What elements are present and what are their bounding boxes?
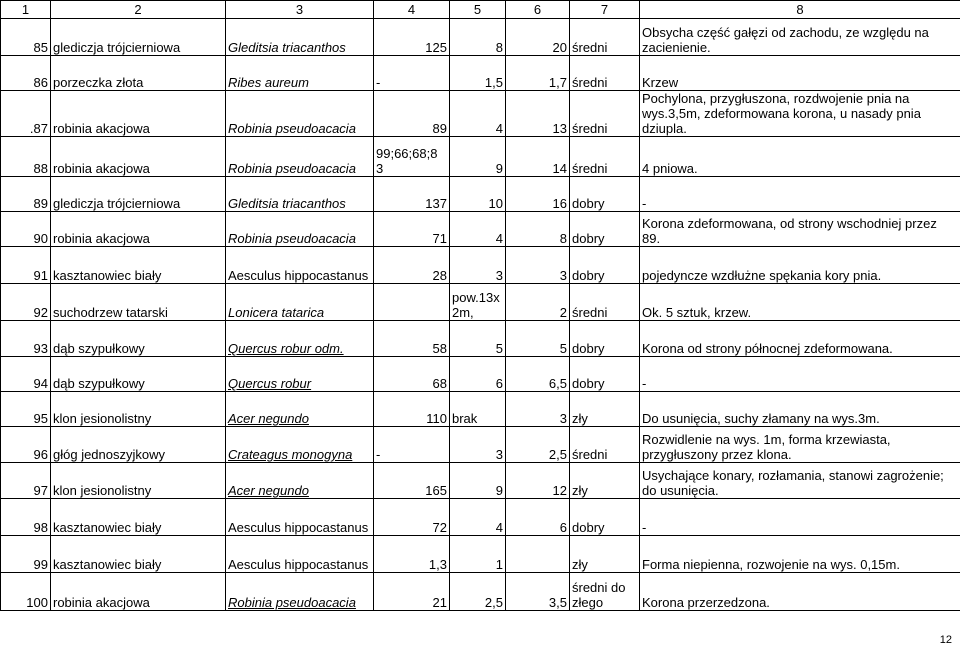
table-row [1, 56, 960, 91]
cell-number: 91 [1, 247, 51, 284]
cell-col4: 28 [374, 247, 450, 284]
cell-number: 96 [1, 427, 51, 463]
cell-condition: zły [570, 392, 640, 427]
cell-latin-name: Robinia pseudoacacia [226, 573, 374, 611]
cell-latin-name: Crateagus monogyna [226, 427, 374, 463]
cell-number: 92 [1, 284, 51, 321]
cell-latin-name: Robinia pseudoacacia [226, 91, 374, 137]
cell-condition: zły [570, 536, 640, 573]
cell-common-name: suchodrzew tatarski [51, 284, 226, 321]
cell-notes: Korona przerzedzona. [640, 573, 960, 611]
cell-latin-name: Gleditsia triacanthos [226, 177, 374, 212]
cell-col4: 165 [374, 463, 450, 499]
cell-notes: - [640, 357, 960, 392]
cell-col5: 4 [450, 91, 506, 137]
cell-notes: Rozwidlenie na wys. 1m, forma krzewiasta, przygłuszony przez klona. [640, 427, 960, 463]
cell-number: 85 [1, 19, 51, 56]
cell-notes: Do usunięcia, suchy złamany na wys.3m. [640, 392, 960, 427]
cell-common-name: robinia akacjowa [51, 91, 226, 137]
cell-latin-name: Ribes aureum [226, 56, 374, 91]
cell-col4: - [374, 427, 450, 463]
table-row [1, 392, 960, 427]
cell-number: 95 [1, 392, 51, 427]
cell-condition: dobry [570, 212, 640, 247]
cell-number: 100 [1, 573, 51, 611]
cell-col4: 110 [374, 392, 450, 427]
table-row [1, 177, 960, 212]
header-cell: 1 [1, 1, 51, 19]
cell-latin-name: Quercus robur odm. [226, 321, 374, 357]
cell-common-name: dąb szypułkowy [51, 321, 226, 357]
cell-number: 99 [1, 536, 51, 573]
cell-condition: zły [570, 463, 640, 499]
cell-notes: Korona od strony północnej zdeformowana. [640, 321, 960, 357]
cell-col6: 20 [506, 19, 570, 56]
header-cell: 2 [51, 1, 226, 19]
cell-number: 89 [1, 177, 51, 212]
cell-notes: - [640, 499, 960, 536]
cell-notes: pojedyncze wzdłużne spękania kory pnia. [640, 247, 960, 284]
cell-condition: średni [570, 284, 640, 321]
cell-common-name: kasztanowiec biały [51, 536, 226, 573]
cell-col6: 6 [506, 499, 570, 536]
cell-notes: Ok. 5 sztuk, krzew. [640, 284, 960, 321]
header-cell: 3 [226, 1, 374, 19]
table-row [1, 573, 960, 611]
cell-condition: dobry [570, 357, 640, 392]
cell-col6: 2,5 [506, 427, 570, 463]
cell-col4: 71 [374, 212, 450, 247]
cell-col6: 13 [506, 91, 570, 137]
cell-condition: średni do złego [570, 573, 640, 611]
cell-col6: 16 [506, 177, 570, 212]
cell-notes: Forma niepienna, rozwojenie na wys. 0,15m. [640, 536, 960, 573]
cell-common-name: glediczja trójcierniowa [51, 19, 226, 56]
cell-col5: 4 [450, 212, 506, 247]
cell-latin-name: Aesculus hippocastanus [226, 536, 374, 573]
cell-notes: - [640, 177, 960, 212]
cell-condition: średni [570, 19, 640, 56]
cell-latin-name: Acer negundo [226, 392, 374, 427]
cell-latin-name: Gleditsia triacanthos [226, 19, 374, 56]
header-cell: 4 [374, 1, 450, 19]
cell-col5: 2,5 [450, 573, 506, 611]
cell-col6: 6,5 [506, 357, 570, 392]
cell-common-name: kasztanowiec biały [51, 247, 226, 284]
cell-latin-name: Robinia pseudoacacia [226, 137, 374, 177]
cell-number: 94 [1, 357, 51, 392]
cell-col4: - [374, 56, 450, 91]
cell-condition: średni [570, 91, 640, 137]
cell-col5: 3 [450, 247, 506, 284]
cell-condition: średni [570, 427, 640, 463]
cell-col6: 2 [506, 284, 570, 321]
cell-col4: 125 [374, 19, 450, 56]
cell-col6: 3 [506, 247, 570, 284]
cell-notes: Pochylona, przygłuszona, rozdwojenie pnia na wys.3,5m, zdeformowana korona, u nasady pnia dziupla. [640, 91, 960, 137]
header-cell: 7 [570, 1, 640, 19]
table-row [1, 212, 960, 247]
cell-col5: 10 [450, 177, 506, 212]
cell-col6: 1,7 [506, 56, 570, 91]
table-row [1, 463, 960, 499]
cell-col4: 21 [374, 573, 450, 611]
cell-col5: 6 [450, 357, 506, 392]
cell-col4: 72 [374, 499, 450, 536]
cell-latin-name: Lonicera tatarica [226, 284, 374, 321]
cell-col6: 5 [506, 321, 570, 357]
cell-col5: 1,5 [450, 56, 506, 91]
table-row [1, 499, 960, 536]
table-row [1, 247, 960, 284]
cell-number: 93 [1, 321, 51, 357]
cell-latin-name: Robinia pseudoacacia [226, 212, 374, 247]
cell-col5: pow.13x 2m, [450, 284, 506, 321]
cell-notes: Usychające konary, rozłamania, stanowi zagrożenie; do usunięcia. [640, 463, 960, 499]
cell-common-name: głóg jednoszyjkowy [51, 427, 226, 463]
table-row [1, 321, 960, 357]
cell-condition: dobry [570, 177, 640, 212]
cell-col4 [374, 284, 450, 321]
cell-common-name: robinia akacjowa [51, 573, 226, 611]
table-row [1, 427, 960, 463]
cell-number: 98 [1, 499, 51, 536]
cell-latin-name: Acer negundo [226, 463, 374, 499]
cell-col5: 9 [450, 463, 506, 499]
cell-col6: 8 [506, 212, 570, 247]
cell-col5: brak [450, 392, 506, 427]
cell-condition: dobry [570, 247, 640, 284]
cell-condition: dobry [570, 499, 640, 536]
cell-col6 [506, 536, 570, 573]
cell-condition: średni [570, 137, 640, 177]
cell-number: 88 [1, 137, 51, 177]
cell-condition: średni [570, 56, 640, 91]
cell-col5: 5 [450, 321, 506, 357]
header-cell: 8 [640, 1, 960, 19]
cell-common-name: porzeczka złota [51, 56, 226, 91]
cell-notes: Obsycha część gałęzi od zachodu, ze względu na zacienienie. [640, 19, 960, 56]
cell-col6: 3 [506, 392, 570, 427]
cell-common-name: robinia akacjowa [51, 212, 226, 247]
cell-number: .87 [1, 91, 51, 137]
cell-latin-name: Quercus robur [226, 357, 374, 392]
table-header-row [1, 1, 960, 19]
table-row [1, 536, 960, 573]
cell-col4: 137 [374, 177, 450, 212]
header-cell: 6 [506, 1, 570, 19]
cell-col6: 12 [506, 463, 570, 499]
cell-col4: 89 [374, 91, 450, 137]
cell-col4: 1,3 [374, 536, 450, 573]
cell-number: 90 [1, 212, 51, 247]
cell-common-name: dąb szypułkowy [51, 357, 226, 392]
table-row [1, 357, 960, 392]
table-row [1, 91, 960, 137]
cell-latin-name: Aesculus hippocastanus [226, 499, 374, 536]
cell-latin-name: Aesculus hippocastanus [226, 247, 374, 284]
cell-col6: 3,5 [506, 573, 570, 611]
cell-col4: 68 [374, 357, 450, 392]
cell-condition: dobry [570, 321, 640, 357]
cell-common-name: glediczja trójcierniowa [51, 177, 226, 212]
cell-col4: 99;66;68;8 3 [374, 137, 450, 177]
cell-col6: 14 [506, 137, 570, 177]
cell-number: 86 [1, 56, 51, 91]
cell-col5: 4 [450, 499, 506, 536]
cell-col5: 3 [450, 427, 506, 463]
cell-common-name: robinia akacjowa [51, 137, 226, 177]
cell-col5: 1 [450, 536, 506, 573]
page-number: 12 [939, 634, 952, 646]
header-cell: 5 [450, 1, 506, 19]
table-row [1, 137, 960, 177]
cell-number: 97 [1, 463, 51, 499]
cell-notes: 4 pniowa. [640, 137, 960, 177]
cell-notes: Krzew [640, 56, 960, 91]
cell-col5: 9 [450, 137, 506, 177]
cell-notes: Korona zdeformowana, od strony wschodniej przez 89. [640, 212, 960, 247]
cell-common-name: klon jesionolistny [51, 463, 226, 499]
cell-common-name: kasztanowiec biały [51, 499, 226, 536]
table-row [1, 284, 960, 321]
table-row [1, 19, 960, 56]
cell-col5: 8 [450, 19, 506, 56]
cell-common-name: klon jesionolistny [51, 392, 226, 427]
cell-col4: 58 [374, 321, 450, 357]
